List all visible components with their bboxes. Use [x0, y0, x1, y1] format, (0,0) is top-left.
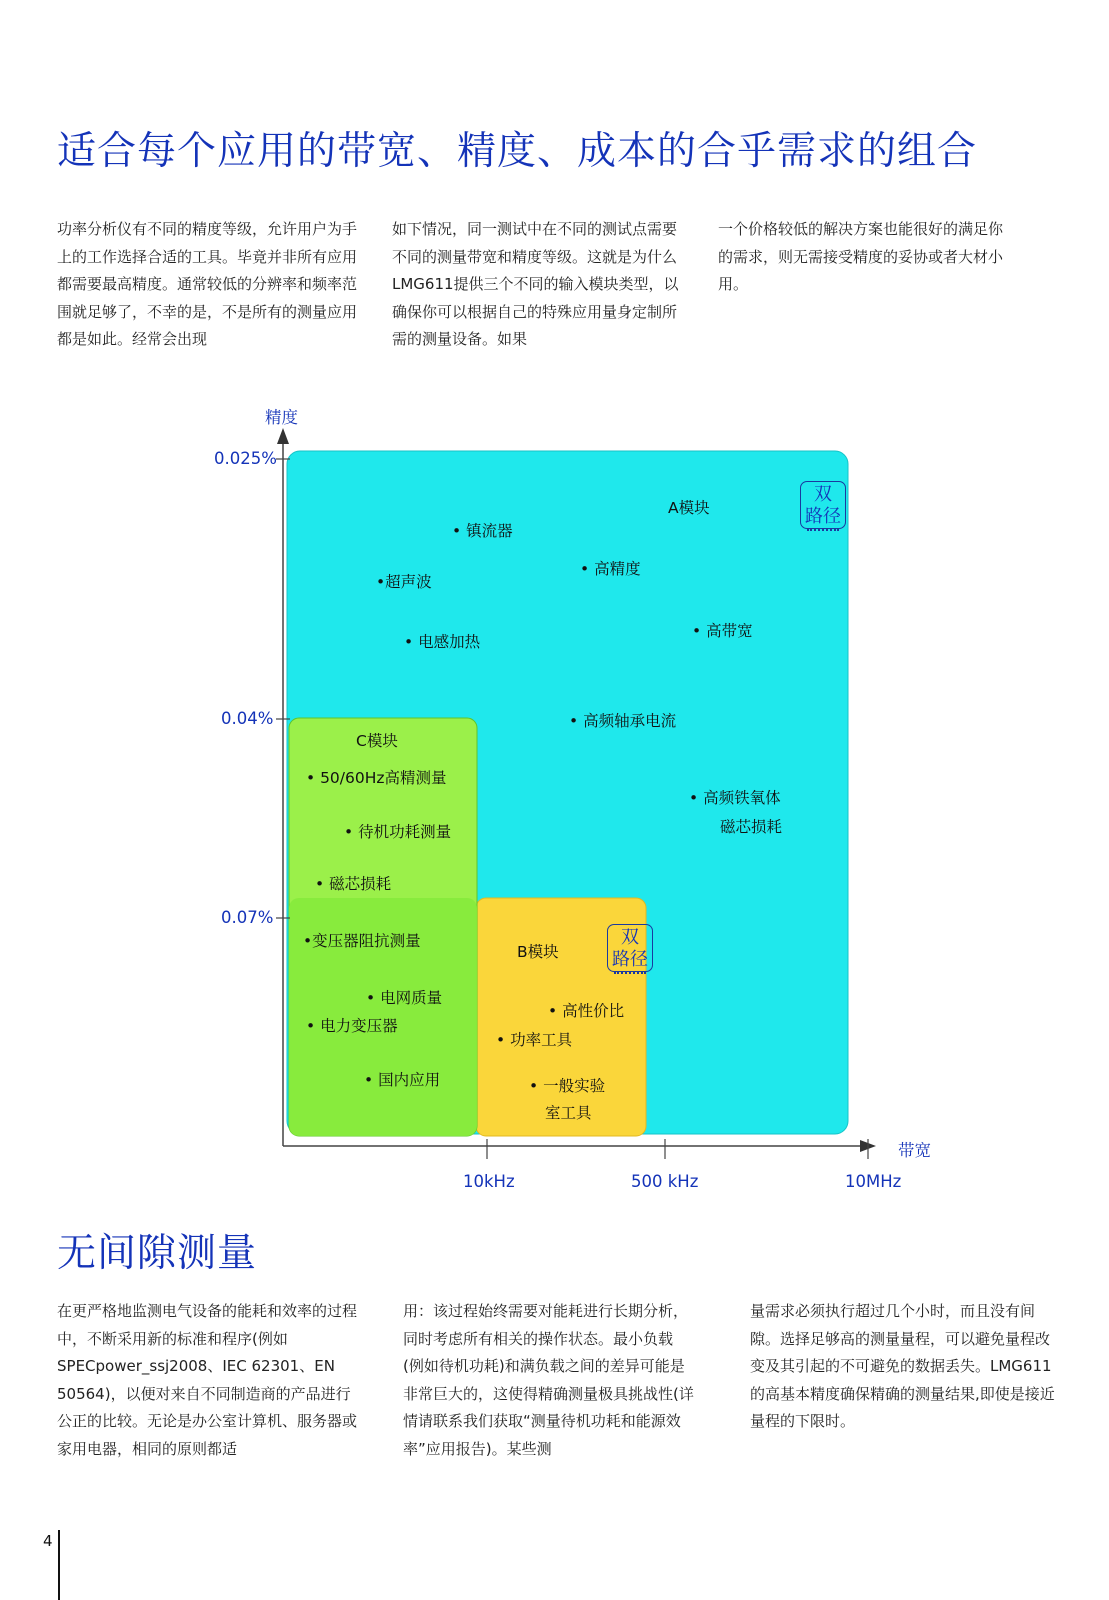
- intro-column-1: 功率分析仪有不同的精度等级，允许用户为手上的工作选择合适的工具。毕竟并非所有应用都需要最高精度。通常较低的分辨率和频率范围就足够了，不幸的是，不是所有的测量应用都是如此。经常会出现: [57, 220, 358, 348]
- list-item: • 电感加热: [404, 633, 481, 651]
- y-tick-label: 0.025%: [214, 449, 277, 468]
- page-number: 4: [43, 1532, 53, 1550]
- x-tick-label: 500 kHz: [631, 1172, 699, 1191]
- list-item: 室工具: [545, 1104, 592, 1122]
- body-column-2: 用：该过程始终需要对能耗进行长期分析，同时考虑所有相关的操作状态。最小负载 (例如待机功耗)和满负载之间的差异可能是非常巨大的，这使得精确测量极具挑战性(详情请联系我们获取“测量待机功耗和能源效率”应用报告)。某些测: [403, 1302, 694, 1458]
- module-b-label: B模块: [517, 943, 559, 961]
- module-a-label: A模块: [668, 499, 710, 517]
- y-tick-label: 0.04%: [221, 709, 274, 728]
- list-item: • 高性价比: [548, 1002, 625, 1020]
- dual-path-badge-a: [800, 481, 846, 529]
- list-item: •超声波: [376, 573, 432, 591]
- list-item: • 高频轴承电流: [569, 712, 677, 730]
- badge-line-2: 路径: [612, 949, 648, 970]
- list-item: •变压器阻抗测量: [303, 932, 421, 950]
- list-item: • 镇流器: [452, 522, 513, 540]
- list-item: • 磁芯损耗: [315, 875, 392, 893]
- badge-line-2: 路径: [805, 506, 841, 527]
- y-axis-label: 精度: [265, 408, 298, 427]
- dual-path-badge-b: [607, 924, 653, 972]
- x-tick-label: 10kHz: [463, 1172, 515, 1191]
- list-item: • 功率工具: [496, 1031, 573, 1049]
- list-item: • 待机功耗测量: [344, 823, 452, 841]
- list-item: • 高频铁氧体: [689, 789, 781, 807]
- page-rule: [58, 1530, 60, 1600]
- y-tick-label: 0.07%: [221, 908, 274, 927]
- list-item: • 电网质量: [366, 989, 443, 1007]
- list-item: • 高带宽: [692, 622, 753, 640]
- section-title-2: 无间隙测量: [57, 1231, 258, 1276]
- list-item: • 50/60Hz高精测量: [306, 769, 447, 787]
- x-tick-label: 10MHz: [845, 1172, 902, 1191]
- section-title: 适合每个应用的带宽、精度、成本的合乎需求的组合: [57, 129, 978, 174]
- list-item: • 一般实验: [529, 1077, 606, 1095]
- body-column-3: 量需求必须执行超过几个小时，而且没有间隙。选择足够高的测量量程，可以避免量程改变及其引起的不可避免的数据丢失。LMG611的高基本精度确保精确的测量结果,即使是接近量程的下限时。: [750, 1302, 1055, 1430]
- module-c-label: C模块: [356, 732, 398, 750]
- list-item: • 高精度: [580, 560, 641, 578]
- badge-dots: [807, 524, 839, 531]
- list-item: • 电力变压器: [306, 1017, 398, 1035]
- y-axis-arrow: [277, 428, 289, 444]
- list-item: 磁芯损耗: [720, 818, 783, 836]
- badge-line-1: 双: [814, 484, 832, 505]
- list-item: • 国内应用: [364, 1071, 441, 1089]
- x-axis-label: 带宽: [898, 1141, 931, 1160]
- intro-column-3: 一个价格较低的解决方案也能很好的满足你的需求，则无需接受精度的妥协或者大材小用。: [718, 220, 1004, 293]
- badge-line-1: 双: [621, 927, 639, 948]
- intro-column-2: 如下情况，同一测试中在不同的测试点需要不同的测量带宽和精度等级。这就是为什么LMG611提供三个不同的输入模块类型，以确保你可以根据自己的特殊应用量身定制所需的测量设备。如果: [392, 220, 679, 348]
- badge-dots: [614, 967, 646, 974]
- body-column-1: 在更严格地监测电气设备的能耗和效率的过程中，不断采用新的标准和程序(例如SPECpower_ssj2008、IEC 62301、EN 50564)，以便对来自不同制造商的产品进行公正的比较。无论是办公室计算机、服务器或家用电器，相同的原则都适: [57, 1302, 358, 1458]
